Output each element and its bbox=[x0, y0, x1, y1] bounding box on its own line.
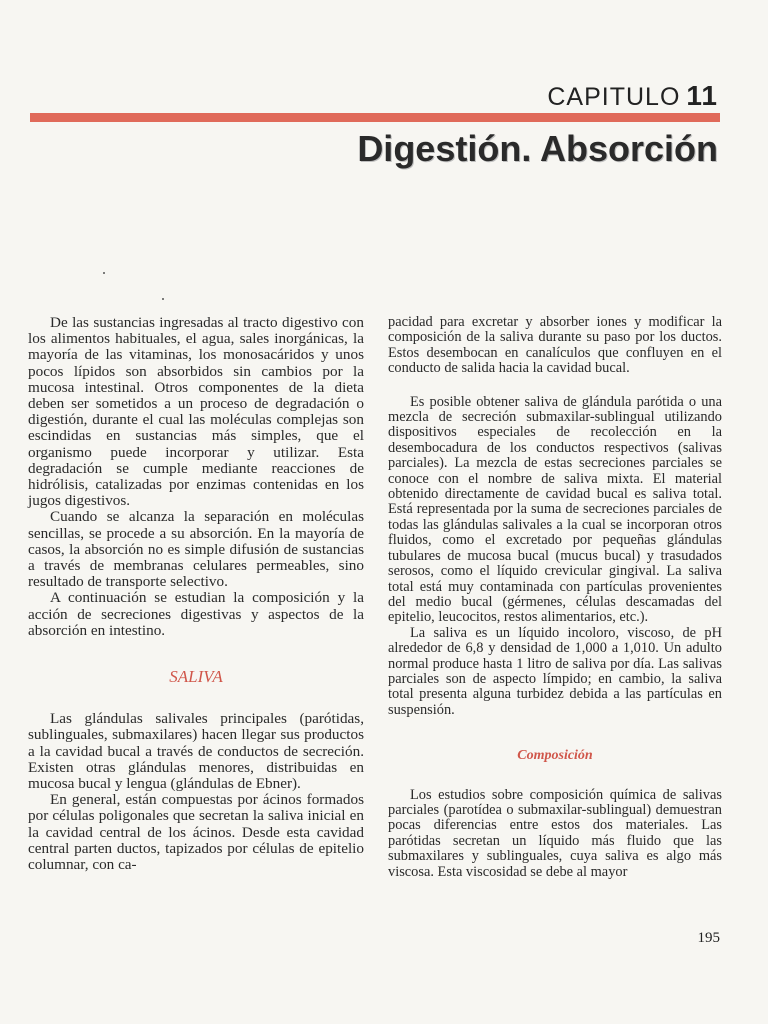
right-paragraph-2: La saliva es un líquido incoloro, viscoso, de pH alrededor de 6,8 y densidad de 1,000 a 1,010. Un adulto normal produce hasta 1 litro de saliva por día. Las salivas parciales son de aspecto límpido; en cambio, la saliva total presenta alguna turbidez debida a las partículas en suspensión. bbox=[388, 624, 722, 718]
right-column bbox=[388, 315, 722, 880]
scan-speck bbox=[162, 298, 164, 300]
chapter-word: CAPITULO bbox=[547, 83, 681, 111]
chapter-number: 11 bbox=[686, 80, 718, 111]
intro-paragraph-3: A continuación se estudian la composición y la acción de secreciones digestivas y aspectos de la absorción en intestino. bbox=[28, 589, 364, 639]
subheading-composicion: Composición bbox=[517, 748, 593, 764]
continuation-paragraph: pacidad para excretar y absorber iones y modificar la composición de la saliva durante su paso por los ductos. Estos desembocan en canalículos que confluyen en el conducto de salida hacia la cavidad bucal. bbox=[388, 314, 722, 377]
paragraph-gap bbox=[388, 377, 722, 395]
intro-paragraph-1: De las sustancias ingresadas al tracto digestivo con los alimentos habituales, el agua, sales inorgánicas, la mayoría de las vitaminas, los monosacáridos y unos pocos lípidos son absorbidos sin cambios por la mucosa intestinal. Otros componentes de la dieta deben ser sometidos a un proceso de degradación o digestión, durante el cual las moléculas complejas son escindidas en sustancias más simples, que el organismo puede incorporar y utilizar. Esta degradación se cumple mediante reacciones de hidrólisis, catalizadas por enzimas contenidas en los jugos digestivos. bbox=[28, 314, 364, 510]
saliva-paragraph-2: En general, están compuestas por ácinos formados por células poligonales que secretan la saliva inicial en la cavidad central de los ácinos. Desde esta cavidad central parten ductos, tapizados por células de epitelio columnar, con ca- bbox=[28, 791, 364, 874]
left-column bbox=[28, 315, 364, 873]
composicion-paragraph: Los estudios sobre composición química de salivas parciales (parotídea o submaxilar-sublingual) demuestran pocas diferencias entre estos dos materiales. Las parótidas secretan un líquido más fluido que las submaxilares y sublinguales, cuya saliva es algo más viscosa. Esta viscosidad se debe al mayor bbox=[388, 786, 722, 880]
scan-speck bbox=[103, 272, 105, 274]
header-rule bbox=[30, 113, 720, 122]
saliva-paragraph-1: Las glándulas salivales principales (parótidas, sublinguales, submaxilares) hacen llegar sus productos a la cavidad bucal a través de conductos de secreción. Existen otras glándulas menores, distribuidas en mucosa bucal y lengua (glándulas de Ebner). bbox=[28, 710, 364, 793]
chapter-label bbox=[547, 80, 718, 112]
page-number: 195 bbox=[697, 930, 720, 946]
intro-paragraph-2: Cuando se alcanza la separación en moléculas sencillas, se procede a su absorción. En la mayoría de casos, la absorción no es simple difusión de sustancias a través de membranas celulares permeables, sino resultado de transporte selectivo. bbox=[28, 508, 364, 591]
section-heading-saliva: SALIVA bbox=[169, 667, 223, 687]
right-paragraph-1: Es posible obtener saliva de glándula parótida o una mezcla de secreción submaxilar-sublingual utilizando dispositivos especiales de recolección en la desembocadura de los conductos respectivos (salivas parciales). La mezcla de estas secreciones parciales se conoce con el nombre de saliva mixta. El material obtenido directamente de cavidad bucal es saliva total. Está representada por la suma de secreciones parciales de todas las glándulas salivales a la cual se incorporan otros fluidos, como el excretado por pequeñas glándulas tubulares de mucosa bucal (mucus bucal) y trasudados serosos, como el líquido crevicular gingival. La saliva total está muy contaminada con partículas provenientes del medio bucal (gérmenes, células descamadas del epitelio, leucocitos, restos alimentarios, etc.). bbox=[388, 393, 722, 626]
page-title: Digestión. Absorción bbox=[357, 128, 718, 169]
